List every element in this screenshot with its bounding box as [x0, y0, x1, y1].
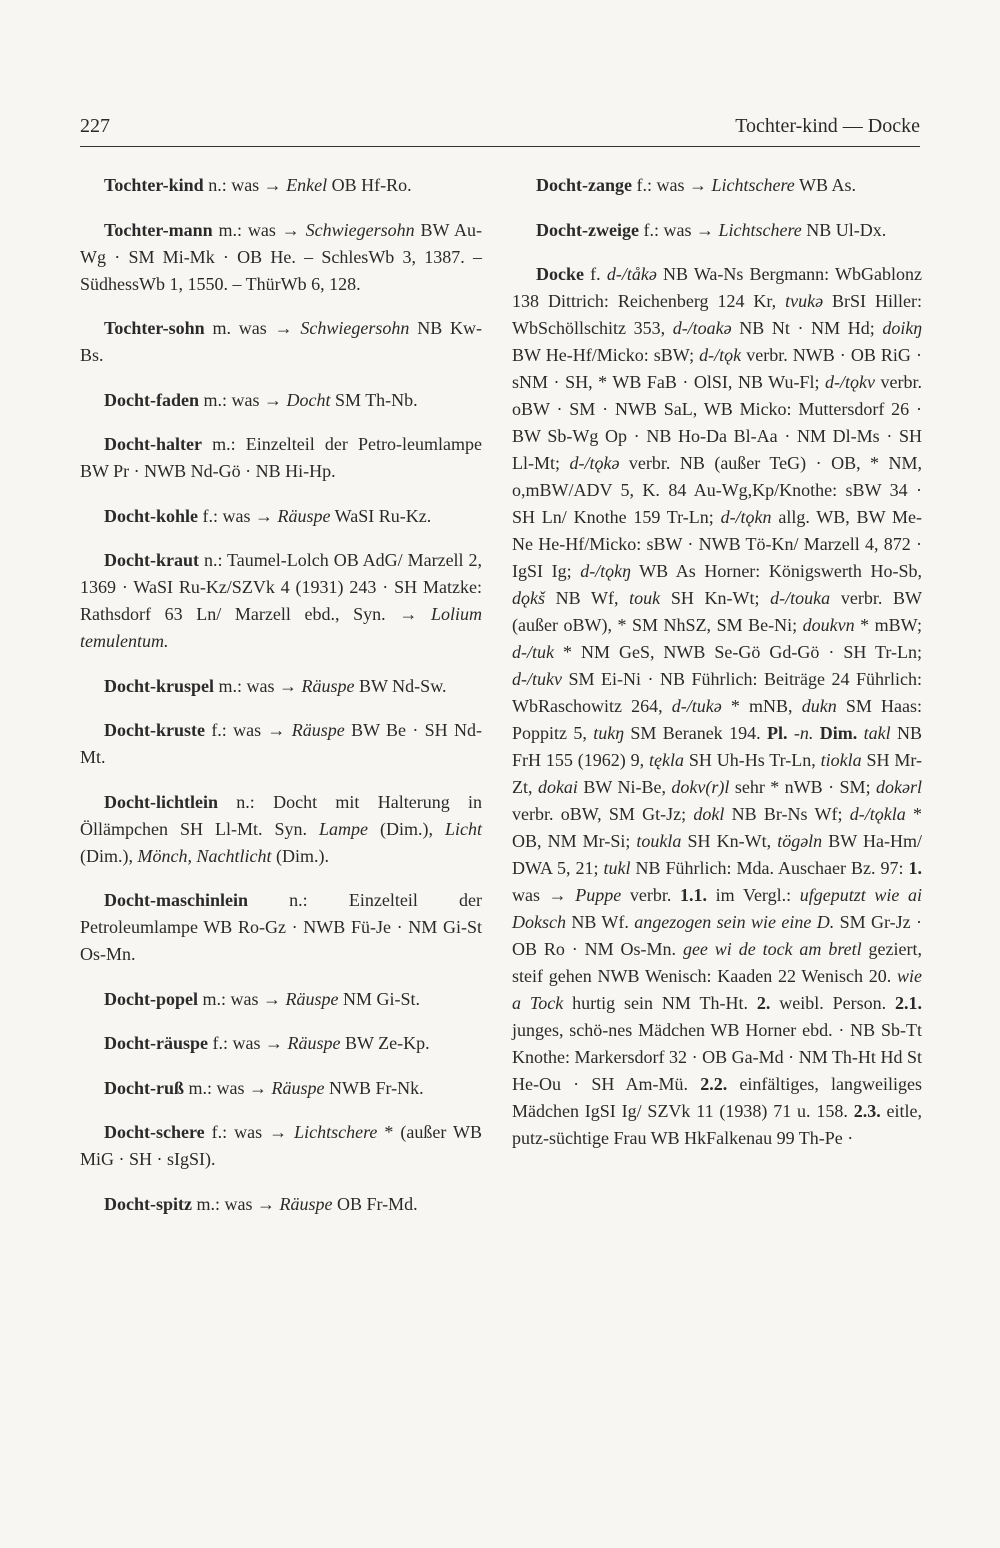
entry-text: m.: was →	[184, 1077, 272, 1098]
entry-text: (Dim.),	[80, 845, 138, 866]
entry-italic-text: Räuspe	[279, 1193, 333, 1214]
entry-italic-text: Räuspe	[277, 505, 331, 526]
left-column	[80, 172, 482, 1235]
entry-text: SH Kn-Wt;	[660, 588, 771, 608]
entry-text: n.: Docht mit Halterung in Öllämpchen SH Ll-Mt. Syn.	[80, 791, 482, 839]
entry-italic-text: Räuspe	[287, 1033, 341, 1053]
entry-text: was →	[512, 885, 576, 905]
entry-italic-text: Räuspe	[291, 720, 345, 740]
entry-italic-text: tögəln	[777, 831, 823, 851]
entry-text: SM Ei-Ni · NB Führlich: Beiträge 24 Führlich: WbRaschowitz 264,	[512, 669, 922, 716]
entry-italic-text: dokl	[693, 804, 725, 824]
entry-text: WB As Horner: Königswerth Ho-Sb,	[630, 561, 922, 581]
dictionary-entry	[80, 1030, 482, 1057]
dictionary-entry	[80, 1075, 482, 1102]
dictionary-entry	[80, 503, 482, 530]
entry-text: NB Ul-Dx.	[801, 219, 887, 240]
entry-text: * mNB,	[721, 696, 802, 716]
entry-text: NB FrH 155 (1962) 9,	[512, 723, 923, 770]
entry-italic-text: dokərl	[876, 777, 922, 797]
entry-italic-text: dukn	[801, 696, 837, 716]
entry-italic-text: d-/tǫkla	[849, 804, 906, 824]
entry-italic-text: doikŋ	[882, 318, 922, 338]
entry-headword: Tochter-mann	[104, 219, 213, 240]
entry-headword: Docht-kohle	[104, 505, 198, 526]
entry-italic-text: Lichtschere	[294, 1122, 378, 1142]
dictionary-entry	[80, 217, 482, 298]
entry-text: SM Th-Nb.	[330, 389, 418, 410]
dictionary-entry	[512, 217, 922, 244]
entry-text: WB As.	[794, 175, 856, 195]
entry-italic-text: Licht	[444, 818, 482, 839]
entry-italic-text: d-/tǫkŋ	[580, 561, 631, 581]
entry-text: NB Br-Ns Wf;	[724, 804, 850, 824]
entry-italic-text: dokv(r)l	[671, 777, 730, 797]
entry-italic-text: Räuspe	[271, 1077, 325, 1098]
entry-text: (Dim.),	[367, 818, 445, 839]
entry-bold-marker: 2.3.	[853, 1101, 881, 1121]
entry-italic-text: Mönch, Nachtlicht	[137, 845, 272, 866]
entry-text: BW Au-Wg · SM Mi-Mk · OB He. – SchlesWb 3, 1387. – SüdhessWb 1, 1550. – ThürWb 6, 128.	[80, 219, 483, 294]
entry-headword: Docht-schere	[104, 1122, 205, 1142]
entry-bold-marker: 2.1.	[895, 993, 922, 1013]
entry-headword: Docht-halter	[104, 434, 202, 454]
entry-italic-text: Lichtschere	[718, 219, 802, 240]
entry-text: (Dim.).	[271, 845, 329, 866]
entry-text: im Vergl.:	[707, 885, 800, 905]
entry-text: NB Führlich: Mda. Auschaer Bz. 97:	[630, 858, 909, 878]
entry-headword: Tochter-sohn	[104, 318, 205, 338]
entry-text: f.	[584, 264, 607, 284]
dictionary-entry	[512, 172, 922, 199]
entry-text: * (außer WB MiG · SH · sIgSI).	[80, 1122, 482, 1169]
entry-text: SM Gr-Jz · OB Ro · NM Os-Mn.	[512, 912, 922, 959]
entry-italic-text: toukla	[636, 831, 682, 851]
entry-text: NM Gi-St.	[338, 988, 421, 1009]
entry-italic-text: takl	[863, 723, 891, 743]
entry-italic-text: d-/tukv	[512, 669, 562, 689]
entry-text: BW He-Hf/Micko: sBW;	[512, 345, 700, 365]
entry-text: n.: Einzelteil der Petroleumlampe WB Ro-Gz · NWB Fü-Je · NM Gi-St Os-Mn.	[80, 890, 482, 964]
entry-italic-text: d-/tǫk	[699, 345, 742, 365]
entry-text: m. was →	[204, 318, 301, 338]
dictionary-entry	[80, 789, 482, 870]
entry-headword: Docht-kruspel	[104, 675, 215, 696]
entry-text: geziert, steif gehen NWB Wenisch: Kaaden 22 Wenisch 20.	[512, 939, 923, 986]
entry-italic-text: Docht	[286, 389, 331, 410]
entry-italic-text: Schwiegersohn	[300, 318, 410, 338]
entry-text: BW Ni-Be,	[577, 777, 672, 797]
right-column	[512, 172, 922, 1170]
entry-italic-text: dǫkš	[512, 588, 545, 608]
entry-italic-text: angezogen sein wie eine D.	[634, 912, 835, 932]
entry-bold-marker: 1.1.	[680, 885, 707, 905]
entry-text: NB Kw-Bs.	[80, 318, 482, 365]
entry-text: f.: was →	[631, 175, 712, 195]
entry-text: NB Nt · NM Hd;	[731, 318, 883, 338]
entry-text: BW Be · SH Nd-Mt.	[80, 720, 482, 767]
entry-italic-text: d-/tǫkv	[824, 372, 875, 392]
entry-headword: Docht-faden	[104, 389, 199, 410]
entry-italic-text: Räuspe	[285, 988, 339, 1009]
entry-text: verbr. BW (außer oBW), * SM NhSZ, SM Be-Ni;	[512, 588, 922, 635]
entry-italic-text: Lichtschere	[711, 175, 795, 195]
entry-italic-text: d-/toakə	[672, 318, 732, 338]
entry-headword: Docke	[536, 264, 584, 284]
entry-bold-marker: 2.	[756, 993, 771, 1013]
entry-text: BW Ze-Kp.	[340, 1033, 430, 1053]
entry-text: allg. WB, BW Me-Ne He-Hf/Micko: sBW · NWB Tö-Kn/ Marzell 4, 872 · IgSI Ig;	[512, 507, 922, 581]
entry-text: SM Haas: Poppitz 5,	[512, 696, 922, 743]
entry-text: hurtig sein NM Th-Ht.	[563, 993, 757, 1013]
entry-italic-text: dokai	[537, 777, 578, 797]
entry-text: junges, schö-nes Mädchen WB Horner ebd. · NB Sb-Tt Knothe: Markersdorf 32 · OB Ga-Md · NM Th-Ht Hd St He-Ou · SH Am-Mü.	[512, 1020, 922, 1094]
entry-italic-text: d-/touka	[770, 588, 831, 608]
entry-italic-text: tiokla	[820, 750, 862, 770]
dictionary-entry	[80, 547, 482, 655]
entry-text: SH Uh-Hs Tr-Ln,	[683, 750, 821, 770]
entry-text: verbr. oBW, SM Gt-Jz;	[512, 804, 694, 824]
entry-text: eitle, putz-süchtige Frau WB HkFalkenau 99 Th-Pe ·	[512, 1101, 923, 1148]
entry-headword: Docht-spitz	[104, 1193, 192, 1214]
entry-text: m.: was →	[199, 389, 287, 410]
entry-text: weibl. Person.	[770, 993, 895, 1013]
entry-headword: Docht-kruste	[104, 720, 205, 740]
entry-italic-text: tvukə	[785, 291, 824, 311]
entry-italic-text: Räuspe	[301, 675, 355, 696]
page-header	[80, 112, 920, 147]
entry-text: f.: was →	[205, 720, 292, 740]
entry-headword: Tochter-kind	[104, 175, 204, 195]
entry-italic-text: wie a Tock	[512, 966, 922, 1013]
entry-italic-text: Lampe	[318, 818, 368, 839]
entry-text: OB Hf-Ro.	[327, 175, 412, 195]
entry-text: einfältiges, langweiliges Mädchen IgSI Ig/ SZVk 11 (1938) 71 u. 158.	[512, 1074, 922, 1121]
dictionary-entry	[80, 717, 482, 771]
entry-bold-marker: Dim.	[819, 723, 858, 743]
entry-text: n.: was →	[203, 175, 287, 195]
entry-text: SH Kn-Wt,	[681, 831, 778, 851]
entry-italic-text: d-/tåkə	[606, 264, 657, 284]
entry-text: verbr.	[621, 885, 680, 905]
entry-italic-text: d-/tǫkn	[720, 507, 772, 527]
dictionary-entry	[512, 261, 922, 1152]
entry-italic-text: d-/tukə	[671, 696, 722, 716]
entry-text: f.: was →	[208, 1033, 288, 1053]
entry-text: f.: was →	[198, 505, 278, 526]
entry-italic-text: Puppe	[575, 885, 622, 905]
entry-text: * NM GeS, NWB Se-Gö Gd-Gö · SH Tr-Ln;	[554, 642, 922, 662]
entry-text: SH Mr-Zt,	[512, 750, 922, 797]
entry-text: f.: was →	[204, 1122, 295, 1142]
entry-italic-text: tukl	[603, 858, 631, 878]
entry-headword: Docht-maschinlein	[104, 890, 248, 910]
entry-text: sehr * nWB · SM;	[729, 777, 877, 797]
page-number: 227	[80, 115, 110, 137]
entry-text: SM Beranek 194.	[623, 723, 767, 743]
entry-italic-text: doukvn	[802, 615, 855, 635]
entry-text: m.: was →	[212, 219, 306, 240]
dictionary-entry	[80, 1191, 482, 1218]
entry-headword: Docht-ruß	[104, 1077, 184, 1098]
entry-headword: Docht-zange	[536, 175, 632, 195]
entry-headword: Docht-räuspe	[104, 1033, 208, 1053]
entry-text: WaSI Ru-Kz.	[330, 505, 432, 526]
entry-italic-text: Schwiegersohn	[305, 219, 415, 240]
entry-text: m.: was →	[192, 1193, 280, 1214]
entry-text: f.: was →	[638, 219, 719, 240]
entry-text: verbr. oBW · SM · NWB SaL, WB Micko: Muttersdorf 26 · BW Sb-Wg Op · NB Ho-Da Bl-Aa · NM Dl-Ms · SH Ll-Mt;	[512, 372, 922, 473]
entry-text: NB Wa-Ns Bergmann: WbGablonz 138 Dittrich: Reichenberg 124 Kr,	[512, 264, 922, 311]
entry-text: BrSI Hiller: WbSchöllschitz 353,	[512, 291, 922, 338]
entry-text: m.: was →	[214, 675, 302, 696]
entry-text: m.: was →	[198, 988, 286, 1009]
entry-italic-text: tękla	[648, 750, 684, 770]
entry-text: * OB, NM Mr-Si;	[512, 804, 922, 851]
dictionary-entry	[80, 387, 482, 414]
entry-italic-text: d-/tuk	[512, 642, 554, 662]
entry-italic-text: touk	[629, 588, 661, 608]
entry-bold-marker: Pl.	[766, 723, 788, 743]
entry-text: NWB Fr-Nk.	[324, 1077, 424, 1098]
dictionary-entry	[80, 887, 482, 968]
entry-text: * mBW;	[854, 615, 922, 635]
dictionary-entry	[80, 1119, 482, 1173]
entry-bold-marker: 2.2.	[700, 1074, 728, 1094]
entry-italic-text: tukŋ	[593, 723, 624, 743]
entry-headword: Docht-popel	[104, 988, 198, 1009]
entry-italic-text: -n.	[793, 723, 814, 743]
entry-text: BW Ha-Hm/ DWA 5, 21;	[512, 831, 923, 878]
entry-headword: Docht-kraut	[104, 550, 199, 570]
dictionary-entry	[80, 172, 482, 199]
entry-headword: Docht-zweige	[536, 219, 639, 240]
entry-bold-marker: 1.	[908, 858, 923, 878]
running-title: Tochter-kind — Docke	[735, 115, 920, 137]
entry-text: NB Wf.	[565, 912, 635, 932]
entry-italic-text: Enkel	[286, 175, 328, 195]
dictionary-entry	[80, 315, 482, 369]
entry-headword: Docht-lichtlein	[104, 791, 218, 812]
entry-text: OB Fr-Md.	[332, 1193, 418, 1214]
entry-italic-text: d-/tǫkə	[569, 453, 620, 473]
entry-text: BW Nd-Sw.	[354, 675, 447, 696]
dictionary-entry	[80, 986, 482, 1013]
entry-text: m.: Einzelteil der Petro-leumlampe BW Pr · NWB Nd-Gö · NB Hi-Hp.	[80, 434, 482, 481]
entry-text: n.: Taumel-Lolch OB AdG/ Marzell 2, 1369 · WaSI Ru-Kz/SZVk 4 (1931) 243 · SH Matzke: Rathsdorf 63 Ln/ Marzell ebd., Syn. →	[80, 550, 482, 624]
entry-italic-text: Lolium temulentum.	[80, 604, 482, 651]
entry-text: verbr. NWB · OB RiG · sNM · SH, * WB FaB · OlSI, NB Wu-Fl;	[512, 345, 922, 392]
dictionary-entry	[80, 673, 482, 700]
dictionary-entry	[80, 431, 482, 485]
entry-italic-text: ufgeputzt wie ai Doksch	[512, 885, 923, 932]
entry-italic-text: gee wi de tock am bretl	[682, 939, 862, 959]
entry-text: NB Wf,	[545, 588, 630, 608]
entry-text: verbr. NB (außer TeG) · OB, * NM, o,mBW/ADV 5, K. 84 Au-Wg,Kp/Knothe: sBW 34 · SH Ln/ Knothe 159 Tr-Ln;	[512, 453, 923, 527]
